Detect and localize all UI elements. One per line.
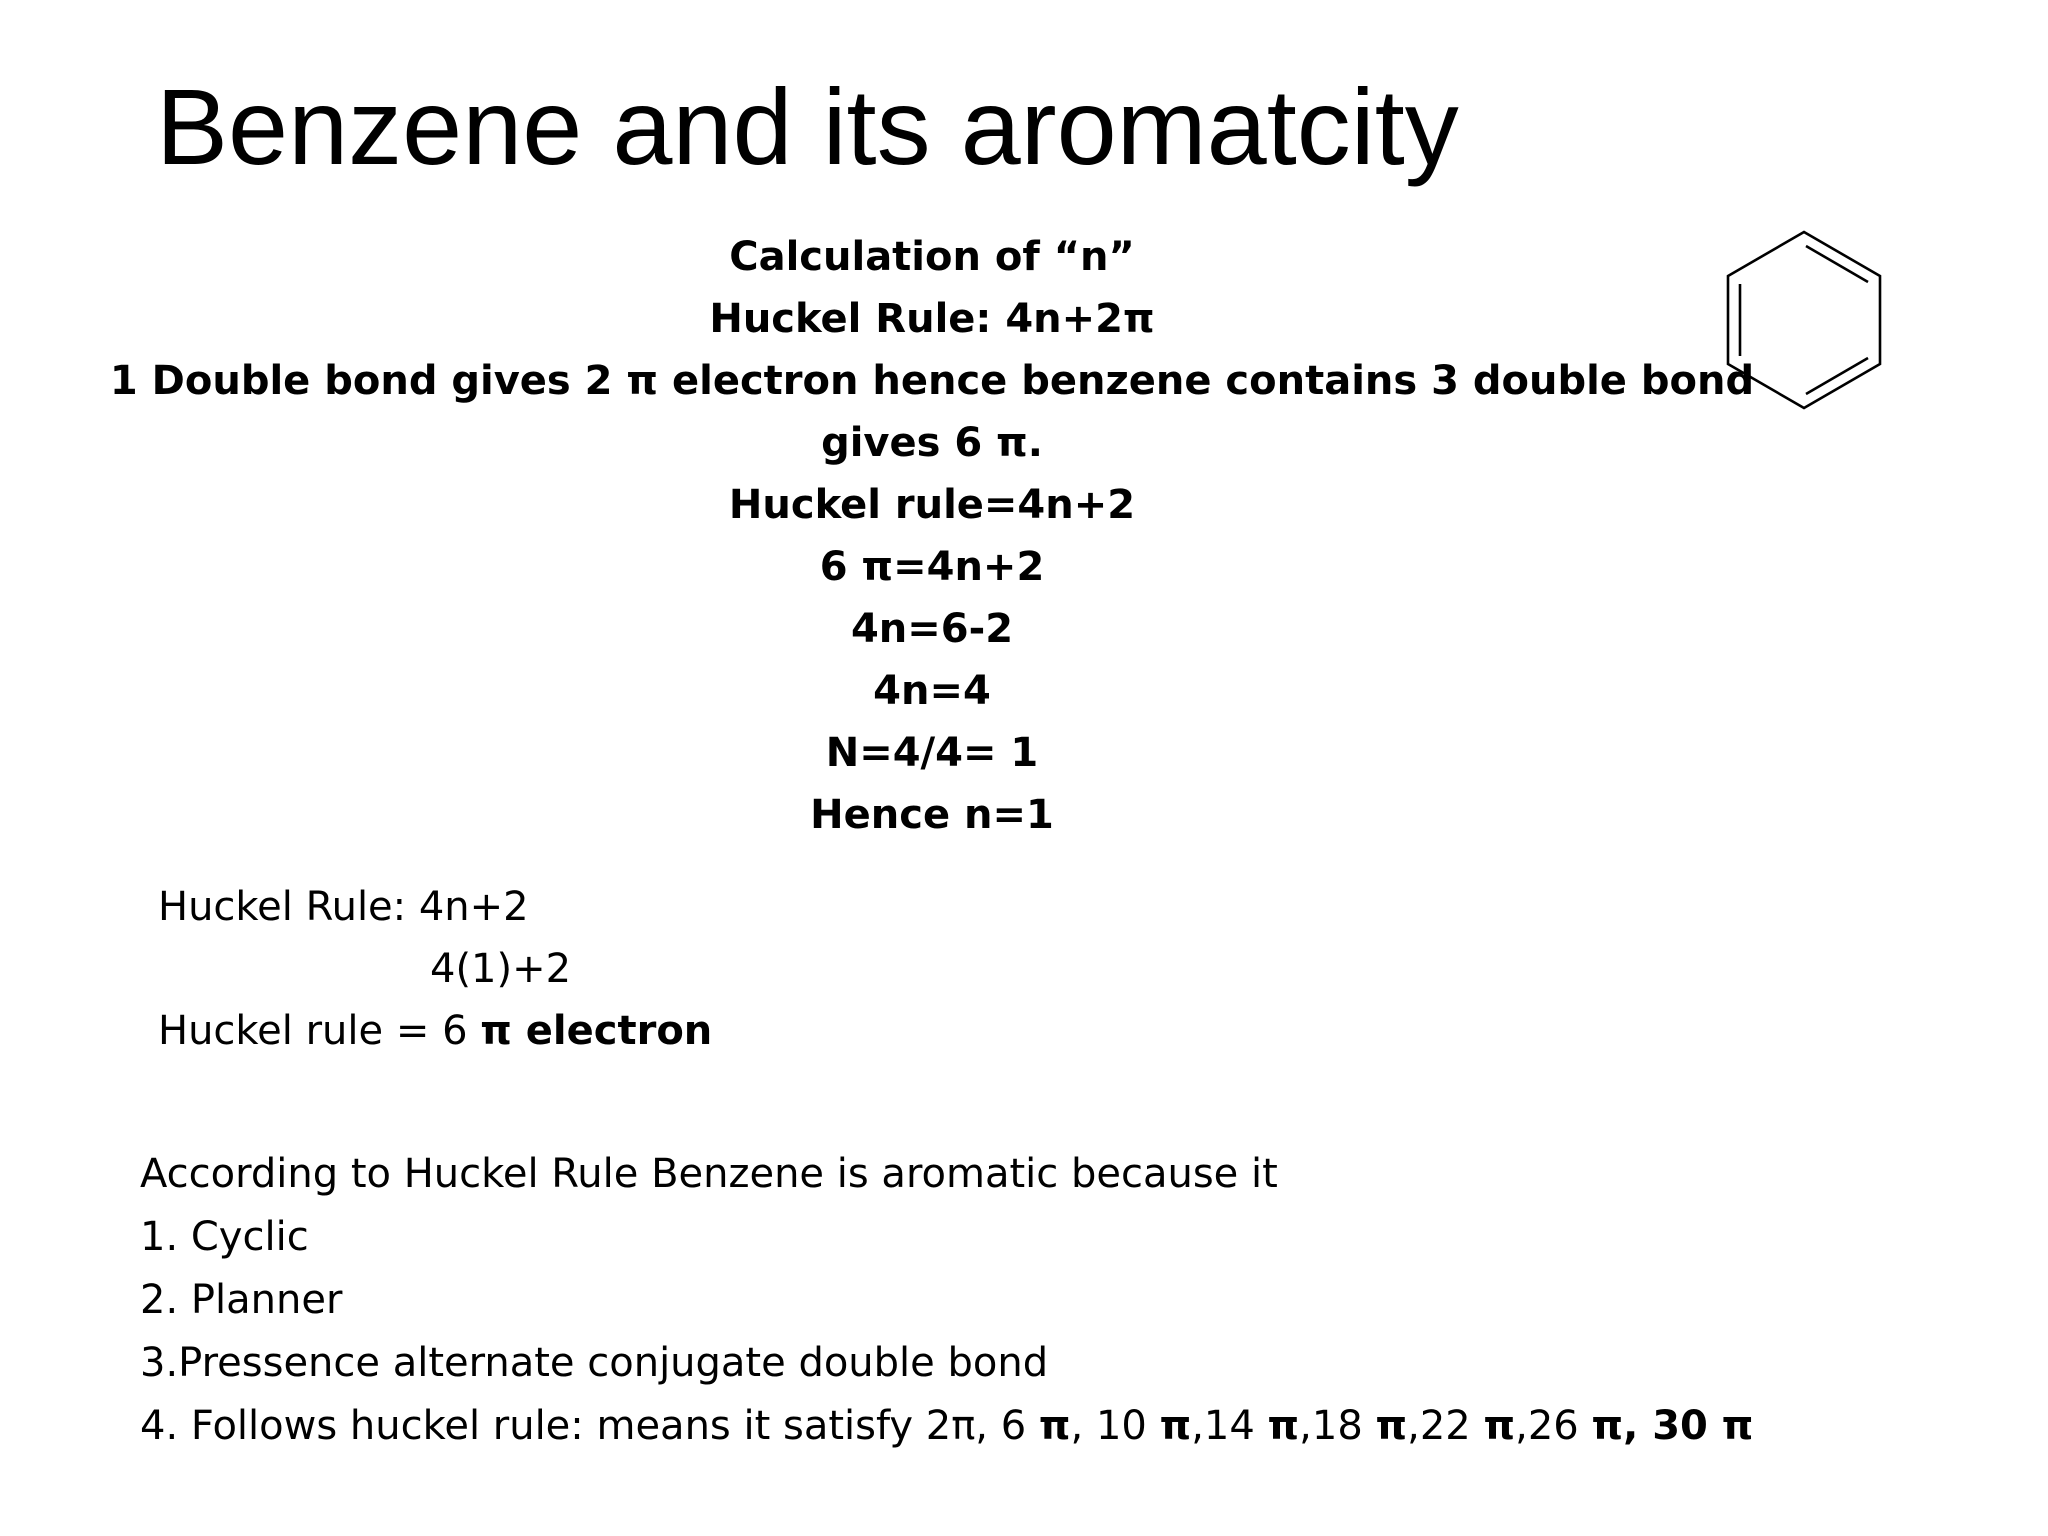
slide-title: Benzene and its aromatcity [156,66,1459,187]
benzene-ring-icon [1722,228,1886,412]
calculation-line: Huckel rule=4n+2 [728,482,1136,528]
criteria-item-part: ,26 [1515,1403,1592,1449]
criteria-item-part: ,22 [1407,1403,1484,1449]
criteria-item-part: ,14 [1191,1403,1268,1449]
huckel-rule-result [158,1000,712,1062]
criteria-item: 2. Planner [140,1277,343,1323]
criteria-item-part: π, 30 π [1591,1403,1754,1449]
n-calculation-block [0,226,1864,846]
criteria-item-part: 4. Follows huckel rule: means it satisfy 2π, 6 [140,1403,1039,1449]
criteria-item: 1. Cyclic [140,1214,309,1260]
calculation-line: 4n=6-2 [850,606,1014,652]
criteria-item-part: π [1038,1403,1071,1449]
huckel-rule-result-text: Huckel rule = 6 [158,1008,481,1054]
criteria-item-part: π [1483,1403,1516,1449]
benzene-hexagon [1728,232,1880,408]
aromaticity-criteria [140,1143,1753,1458]
huckel-rule-result-bold: π electron [480,1008,713,1054]
calculation-line: Huckel Rule: 4n+2π [709,296,1155,342]
huckel-rule-formula: Huckel Rule: 4n+2 [158,884,529,930]
calculation-line: 1 Double bond gives 2 π electron hence benzene contains 3 double bond [109,358,1755,404]
calculation-line: 4n=4 [873,668,991,714]
criteria-intro: According to Huckel Rule Benzene is aromatic because it [140,1151,1278,1197]
calculation-line: gives 6 π. [821,420,1043,466]
criteria-item-part: , 10 [1070,1403,1160,1449]
calculation-heading: Calculation of “n” [729,234,1135,280]
criteria-item-huckel [140,1395,1753,1458]
calculation-line: 6 π=4n+2 [819,544,1045,590]
calculation-result: Hence n=1 [810,792,1054,838]
huckel-rule-block [158,876,712,1062]
criteria-item-part: π [1159,1403,1192,1449]
criteria-item: 3.Pressence alternate conjugate double bond [140,1340,1049,1386]
criteria-item-part: ,18 [1299,1403,1376,1449]
calculation-line: N=4/4= 1 [825,730,1039,776]
criteria-item-part: π [1267,1403,1300,1449]
criteria-item-part: π [1375,1403,1408,1449]
huckel-rule-substitution: 4(1)+2 [430,946,572,992]
